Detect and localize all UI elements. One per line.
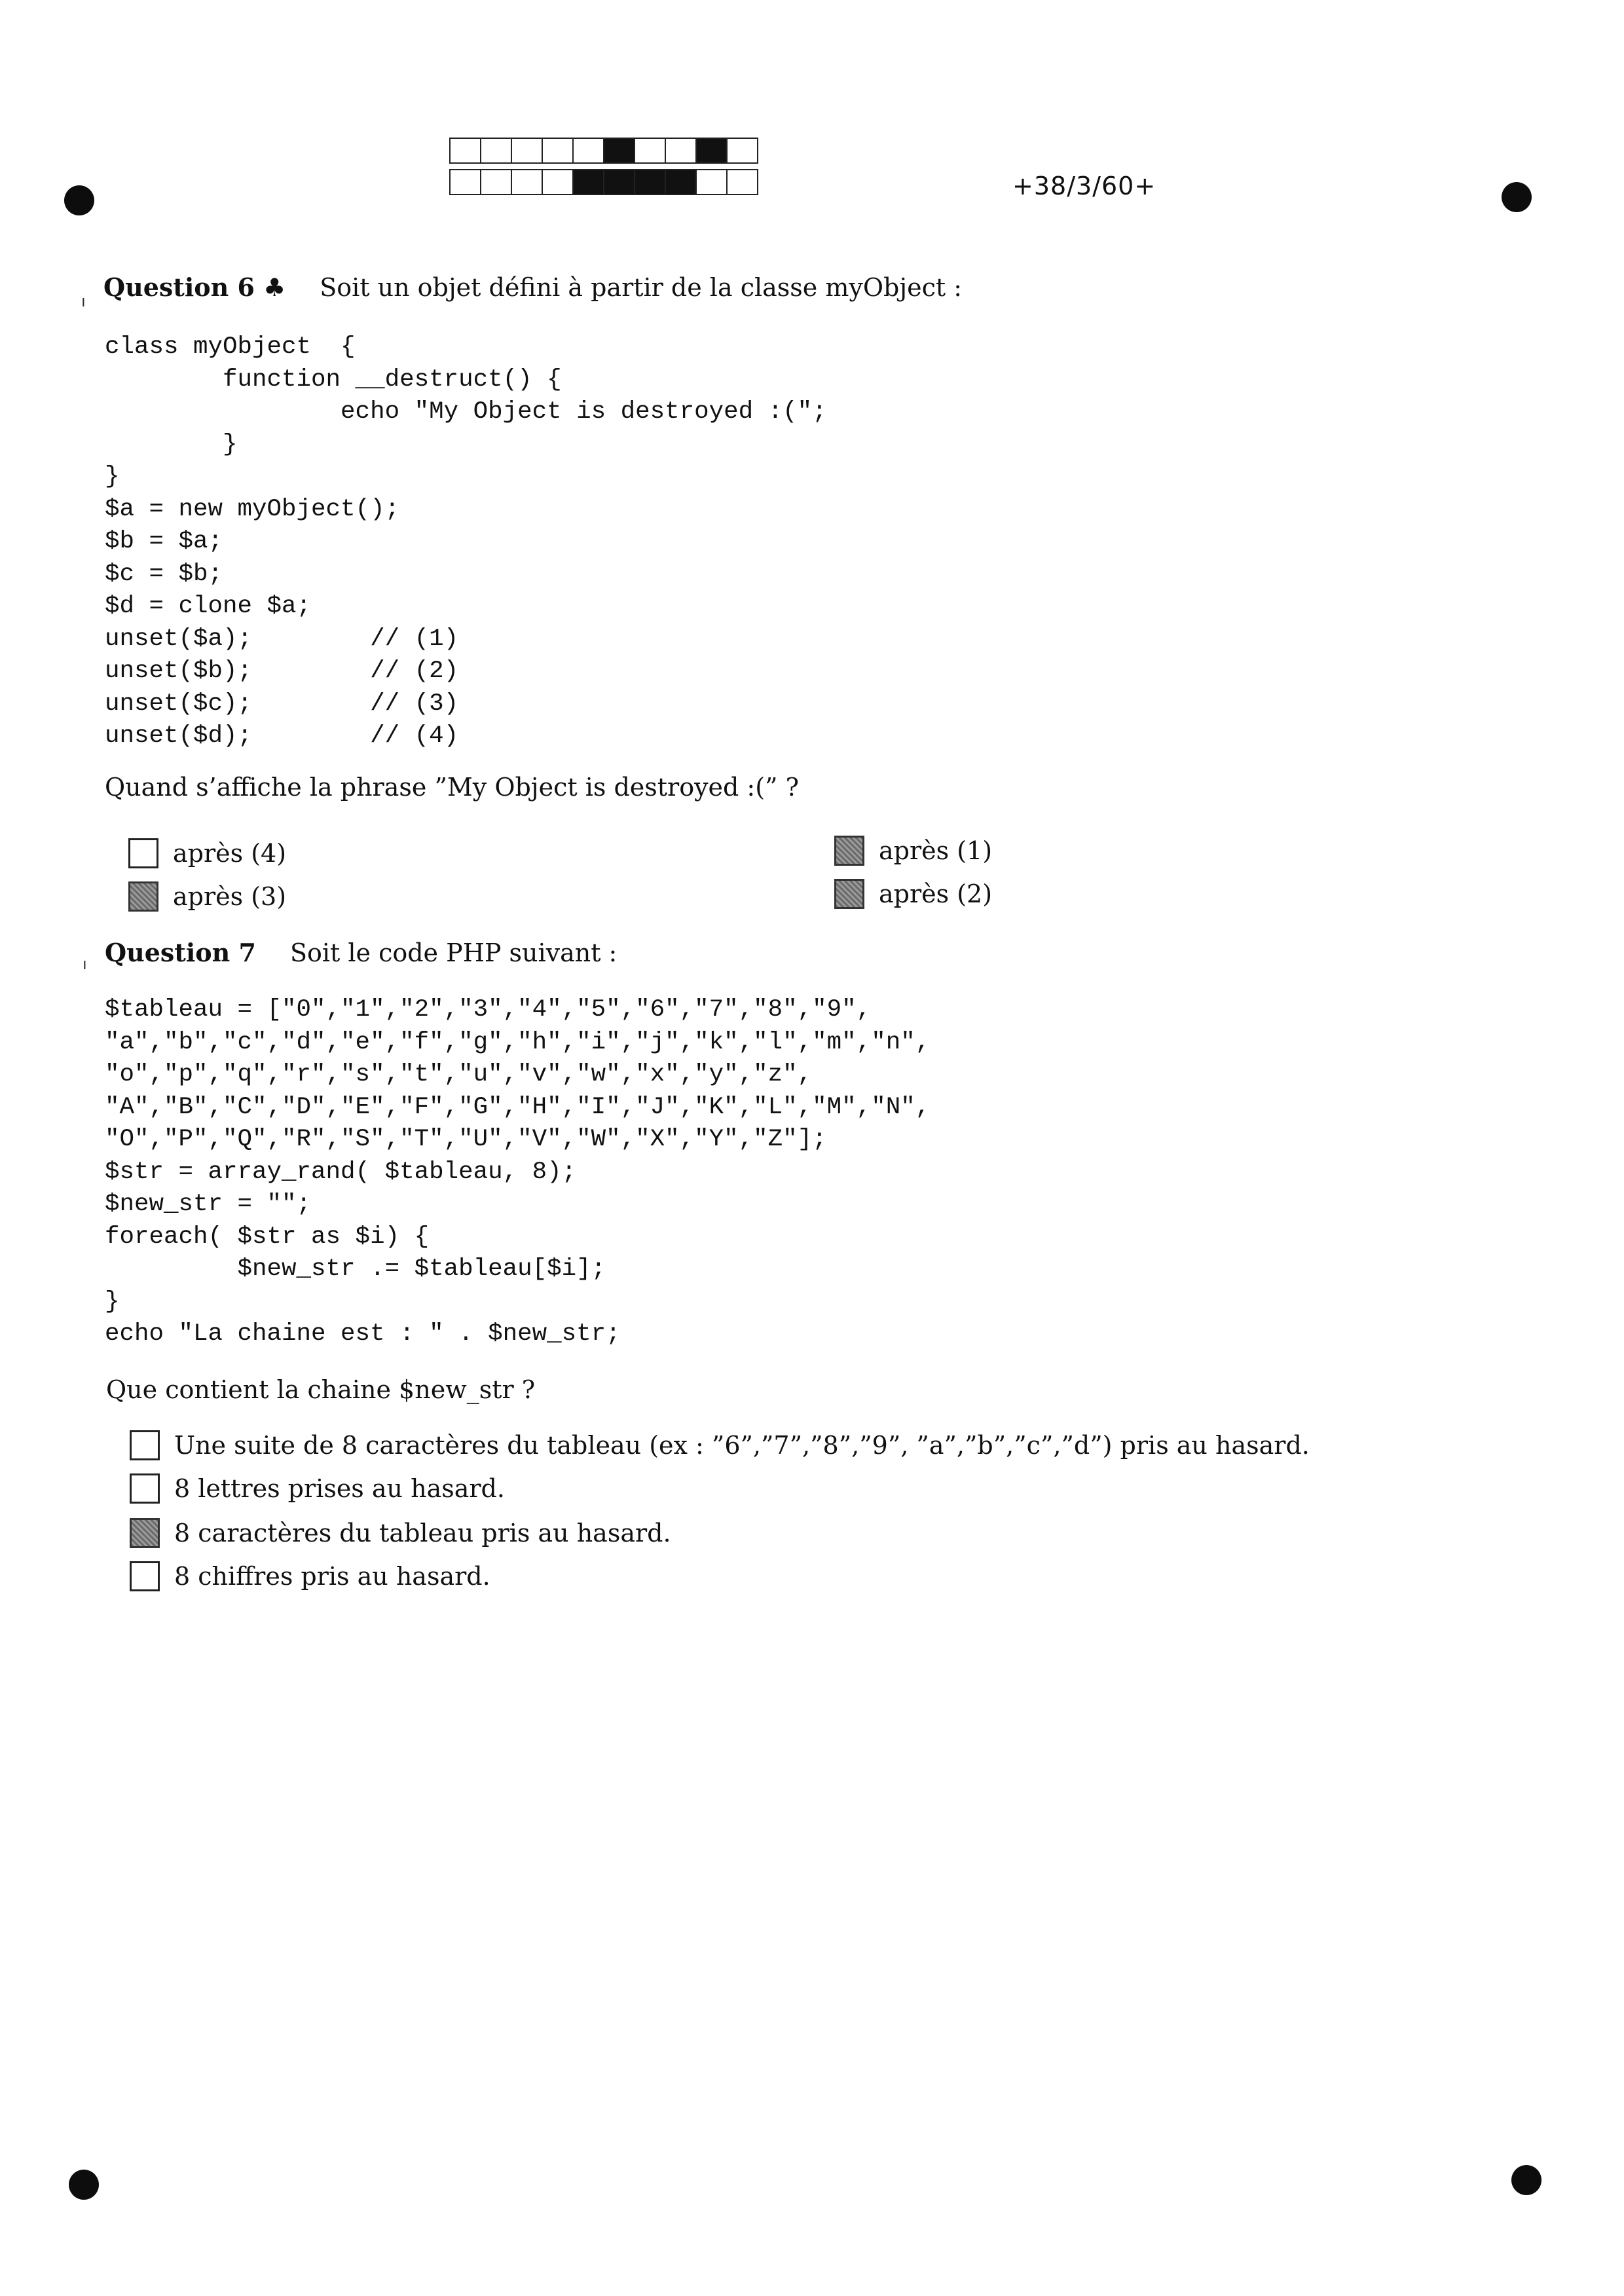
question-7-label: Question 7	[105, 938, 256, 967]
registration-mark-bottom-left	[69, 2170, 99, 2200]
answer-label: après (3)	[173, 882, 287, 911]
barcode-cell	[697, 139, 728, 162]
barcode-cell	[512, 170, 543, 194]
margin-tick: ı	[81, 292, 86, 310]
barcode-cell	[604, 139, 635, 162]
barcode-cell	[728, 170, 757, 194]
checkbox[interactable]	[128, 838, 158, 868]
question-6-answer-3[interactable]	[128, 881, 286, 912]
margin-tick: ı	[83, 955, 87, 973]
barcode-cell	[728, 139, 757, 162]
answer-label: 8 caractères du tableau pris au hasard.	[174, 1519, 671, 1547]
answer-label: Une suite de 8 caractères du tableau (ex : ”6”,”7”,”8”,”9”, ”a”,”b”,”c”,”d”) pris au hasard.	[174, 1431, 1310, 1460]
question-7-code: $tableau = ["0","1","2","3","4","5","6","7","8","9", "a","b","c","d","e","f","g","h","i","j","k","l","m","n", "o","p","q","r","s","t","u","v","w","x","y","z", "A","B","C","D","E","F","G","H","I","J","K","L","M","N", "O","P","Q","R","S","T","U","V","W","X","Y","Z"]; $str = array_rand( $tableau, 8); $new_str = ""; foreach( $str as $i) { $new_str .= $tableau[$i]; } echo "La chaine est : " . $new_str;	[105, 996, 931, 1348]
checkbox-checked[interactable]	[834, 879, 864, 909]
barcode-cell	[543, 139, 574, 162]
page-code: +38/3/60+	[1012, 172, 1156, 200]
question-6-label: Question 6 ♣	[103, 272, 286, 302]
question-7-answer-b[interactable]	[130, 1473, 505, 1504]
question-7-answer-a[interactable]	[130, 1430, 1310, 1460]
question-6-header	[103, 272, 962, 302]
checkbox-checked[interactable]	[130, 1518, 160, 1548]
question-7-answer-d[interactable]	[130, 1561, 490, 1591]
checkbox-checked[interactable]	[128, 881, 158, 912]
barcode-cell	[635, 170, 666, 194]
barcode-cell	[543, 170, 574, 194]
barcode-cell	[666, 139, 697, 162]
page-barcode-bottom	[449, 169, 758, 195]
barcode-cell	[451, 139, 481, 162]
question-6-answer-2[interactable]	[834, 879, 992, 909]
answer-label: 8 lettres prises au hasard.	[174, 1474, 505, 1503]
barcode-cell	[604, 170, 635, 194]
question-6-code: class myObject { function __destruct() { echo "My Object is destroyed :("; } } $a = new myObject(); $b = $a; $c = $b; $d = clone $a; unset($a); // (1) unset($b); // (2) unset($c); // (3) unset($d); // (4)	[105, 333, 827, 750]
answer-label: après (2)	[879, 880, 993, 908]
barcode-cell	[574, 170, 604, 194]
answer-label: après (1)	[879, 836, 993, 865]
question-6-prompt: Quand s’affiche la phrase ”My Object is destroyed :(” ?	[105, 773, 799, 802]
checkbox[interactable]	[130, 1473, 160, 1504]
answer-label: 8 chiffres pris au hasard.	[174, 1562, 490, 1591]
registration-mark-top-left	[64, 185, 94, 215]
question-6-answer-1[interactable]	[834, 836, 992, 866]
barcode-cell	[481, 139, 512, 162]
barcode-cell	[697, 170, 728, 194]
checkbox[interactable]	[130, 1561, 160, 1591]
barcode-cell	[635, 139, 666, 162]
barcode-cell	[512, 139, 543, 162]
question-7-text: Soit le code PHP suivant :	[289, 938, 618, 967]
question-7-header	[105, 938, 617, 967]
registration-mark-top-right	[1502, 182, 1532, 212]
checkbox[interactable]	[130, 1430, 160, 1460]
question-6-answer-4[interactable]	[128, 838, 286, 868]
question-7-prompt: Que contient la chaine $new_str ?	[106, 1375, 536, 1404]
barcode-cell	[451, 170, 481, 194]
question-7-answer-c[interactable]	[130, 1518, 671, 1548]
checkbox-checked[interactable]	[834, 836, 864, 866]
barcode-cell	[666, 170, 697, 194]
registration-mark-bottom-right	[1511, 2165, 1541, 2195]
page-barcode-top	[449, 138, 758, 164]
answer-label: après (4)	[173, 839, 287, 868]
question-6-text: Soit un objet défini à partir de la classe myObject :	[320, 273, 963, 302]
barcode-cell	[481, 170, 512, 194]
barcode-cell	[574, 139, 604, 162]
